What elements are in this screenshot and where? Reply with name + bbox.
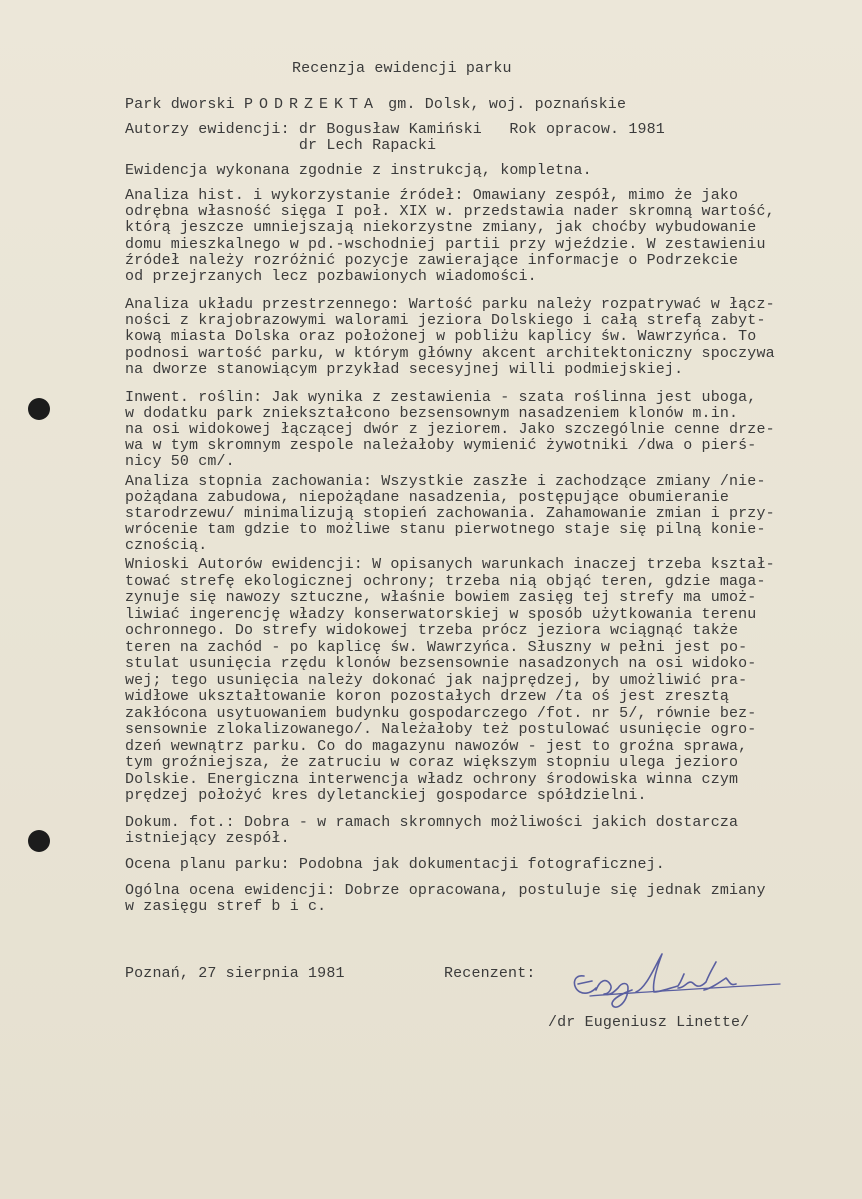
text-line: tym groźniejsza, że zatruciu w coraz większym stopniu ulega jezioro	[125, 754, 739, 771]
text-line: w dodatku park zniekształcono bezsensownym nasadzeniem klonów m.in.	[125, 405, 739, 422]
text-line: sensownie zlokalizowanego/. Należałoby też postulować usunięcie ogro-	[125, 721, 757, 738]
text-line: zynuje się nawozy sztuczne, właśnie bowiem zasięg tej strefy ma umoż-	[125, 589, 757, 606]
text-line: istniejący zespół.	[125, 830, 290, 847]
text-line: cznością.	[125, 537, 208, 554]
text-line: widłowe ukształtowanie koron pozostałych drzew /ta oś jest zresztą	[125, 688, 729, 705]
text-line: teren na zachód - po kaplicę św. Wawrzyńca. Słuszny w pełni jest po-	[125, 639, 748, 656]
text-line: Wnioski Autorów ewidencji: W opisanych warunkach inaczej trzeba kształ-	[125, 556, 775, 573]
text-line: wa w tym skromnym zespole należałoby wymienić żywotniki /dwa o pierś-	[125, 437, 757, 454]
text-line: zakłócona usytuowaniem budynku gospodarczego /fot. nr 5/, równie bez-	[125, 705, 757, 722]
text-line: Dolskie. Energiczna interwencja władz ochrony środowiska winna czym	[125, 771, 739, 788]
text-line: Inwent. roślin: Jak wynika z zestawienia - szata roślinna jest uboga,	[125, 389, 757, 406]
text-line: kową miasta Dolska oraz położonej w pobliżu kaplicy św. Wawrzyńca. To	[125, 328, 757, 345]
place-date: Poznań, 27 sierpnia 1981	[125, 965, 345, 982]
text-line: odrębna własność sięga I poł. XIX w. przedstawia nader skromną wartość,	[125, 203, 775, 220]
text-line: prędzej położyć kres dyletanckiej gospodarce spółdzielni.	[125, 787, 647, 804]
text-line: wrócenie tam gdzie to możliwe stanu pierwotnego staje się pilną konie-	[125, 521, 766, 538]
text-line: tować strefę ekologicznej ochrony; trzeba nią objąć teren, gdzie maga-	[125, 573, 766, 590]
text-line: liwiać ingerencję władzy konserwatorskiej w sposób użytkowania terenu	[125, 606, 757, 623]
park-line-prefix: Park dworski	[125, 96, 244, 113]
ocena-planu-line: Ocena planu parku: Podobna jak dokumentacji fotograficznej.	[125, 856, 665, 873]
text-line: starodrzewu/ minimalizują stopień zachowania. Zahamowanie zmian i przy-	[125, 505, 775, 522]
signature-name: /dr Eugeniusz Linette/	[548, 1014, 750, 1031]
text-line: stulat usunięcia rzędu klonów bezsensownie nasadzonych na osi widoko-	[125, 655, 757, 672]
text-line: w zasięgu stref b i c.	[125, 898, 327, 915]
text-line: Dokum. fot.: Dobra - w ramach skromnych możliwości jakich dostarcza	[125, 814, 739, 831]
text-line: którą jeszcze umniejszają niekorzystne zmiany, jak choćby wybudowanie	[125, 219, 757, 236]
text-line: wej; tego usunięcia należy dokonać jak najprędzej, by umożliwić pra-	[125, 672, 748, 689]
text-line: źródeł należy rozróżnić pozycje zawierające informacje o Podrzekcie	[125, 252, 739, 269]
text-line: Ogólna ocena ewidencji: Dobrze opracowana, postuluje się jednak zmiany	[125, 882, 766, 899]
text-line: Analiza stopnia zachowania: Wszystkie zaszłe i zachodzące zmiany /nie-	[125, 473, 766, 490]
text-line: ochronnego. Do strefy widokowej trzeba prócz jeziora wciągnąć także	[125, 622, 739, 639]
text-line: nicy 50 cm/.	[125, 453, 235, 470]
text-line: pożądana zabudowa, niepożądane nasadzenia, postępujące obumieranie	[125, 489, 729, 506]
text-line: na osi widokowej łączącej dwór z jeziorem. Jako szczególnie cenne drze-	[125, 421, 775, 438]
park-line	[125, 96, 626, 113]
text-line: ności z krajobrazowymi walorami jeziora Dolskiego i całą strefą zabyt-	[125, 312, 766, 329]
text-line: domu mieszkalnego w pd.-wschodniej partii przy wjeździe. W zestawieniu	[125, 236, 766, 253]
reviewer-label: Recenzent:	[444, 965, 536, 982]
document-title: Recenzja ewidencji parku	[292, 60, 512, 77]
text-line: Analiza układu przestrzennego: Wartość parku należy rozpatrywać w łącz-	[125, 296, 775, 313]
text-line: Analiza hist. i wykorzystanie źródeł: Omawiany zespół, mimo że jako	[125, 187, 739, 204]
text-line: dzeń wewnątrz parku. Co do magazynu nawozów - jest to groźna sprawa,	[125, 738, 748, 755]
authors-line-1: Autorzy ewidencji: dr Bogusław Kamiński Rok opracow. 1981	[125, 121, 665, 138]
authors-line-2: dr Lech Rapacki	[125, 137, 437, 154]
text-line: na dworze stanowiącym przykład secesyjnej willi podmiejskiej.	[125, 361, 684, 378]
text-line: podnosi wartość parku, w którym główny akcent architektoniczny spoczywa	[125, 345, 775, 362]
punch-hole-bottom	[28, 830, 50, 852]
text-line: od przejrzanych lecz pozbawionych wiadomości.	[125, 268, 537, 285]
park-name: PODRZEKTA	[243, 96, 379, 113]
park-line-suffix: gm. Dolsk, woj. poznańskie	[379, 96, 627, 113]
statement-line: Ewidencja wykonana zgodnie z instrukcją, kompletna.	[125, 162, 592, 179]
punch-hole-top	[28, 398, 50, 420]
